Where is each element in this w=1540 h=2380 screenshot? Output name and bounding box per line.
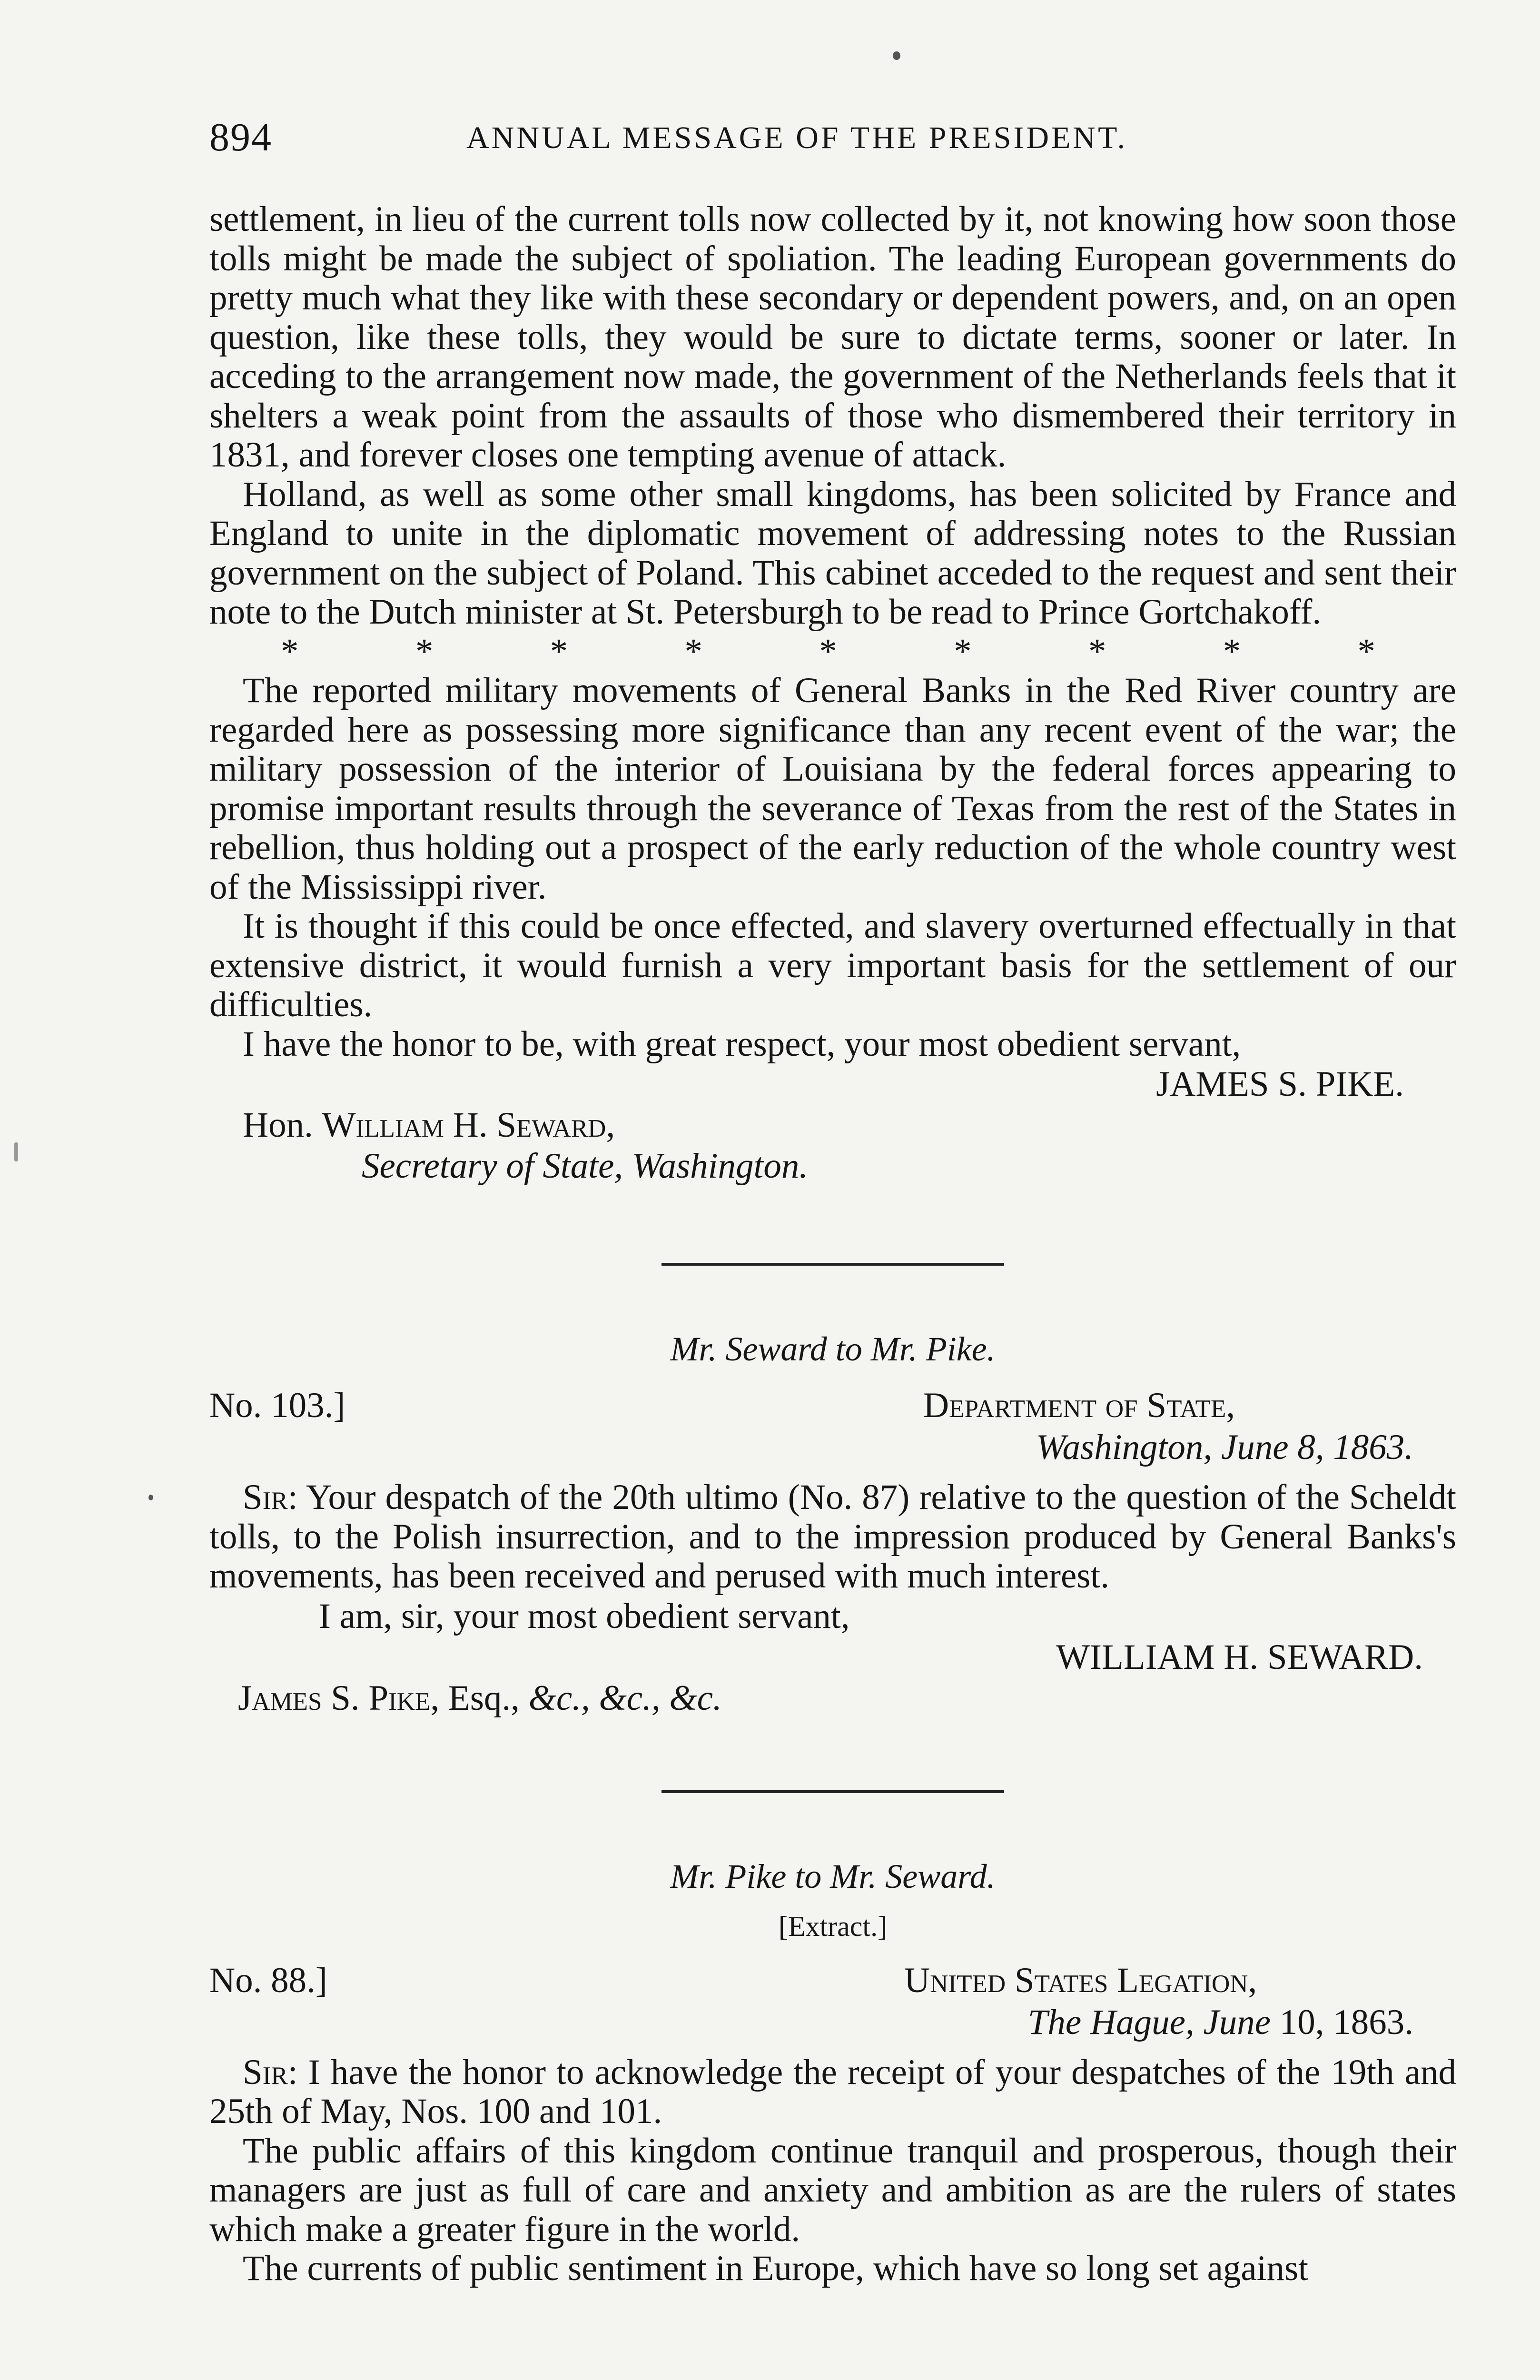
- dateline-place: The Hague,: [1027, 2002, 1194, 2042]
- star: *: [281, 631, 299, 671]
- closing-line: I have the honor to be, with great respect, your most obedient servant,: [243, 1024, 1241, 1064]
- paragraph: [209, 1478, 1456, 1596]
- addressee-title: Secretary of State, Washington.: [362, 1146, 809, 1186]
- scan-speck: [14, 1142, 18, 1161]
- star: *: [415, 631, 434, 671]
- section-divider: [661, 1263, 1004, 1266]
- letter-meta: [209, 1960, 1456, 2002]
- signature: JAMES S. PIKE.: [1156, 1064, 1404, 1104]
- sender-office: United States Legation,: [904, 1960, 1257, 2000]
- letter-pike-to-seward: [209, 1855, 1456, 2289]
- page-body: [209, 200, 1456, 2289]
- recipient-etc: &c., &c., &c.: [528, 1678, 722, 1718]
- paragraph: settlement, in lieu of the current tolls now collected by it, not knowing how soon those tolls might be made the subject of spoliation. The leading European governments do pretty much what they like with these secondary or dependent powers, and, on an open question, like these tolls, they would be sure to dictate terms, sooner or later. In acceding to the arrangement now made, the government of the Netherlands feels that it shelters a weak point from the assaults of those who dismembered their territory in 1831, and forever closes one tempting avenue of attack.: [209, 199, 1456, 475]
- extract-label: [Extract.]: [778, 1910, 888, 1942]
- star: *: [954, 631, 972, 671]
- scan-speck: [148, 1495, 153, 1500]
- paragraph: The public affairs of this kingdom continue tranquil and prosperous, though their managers are just as full of care and anxiety and ambition as are the rulers of states which make a greater figure in the world.: [209, 2131, 1456, 2249]
- letter-pike-continued: [209, 200, 1456, 1187]
- dateline-place: Washington,: [1036, 1428, 1213, 1467]
- star: *: [819, 631, 837, 671]
- letter-title: Mr. Seward to Mr. Pike.: [670, 1330, 996, 1368]
- paragraph: The currents of public sentiment in Europe, which have so long set against: [243, 2249, 1309, 2288]
- recipient: [238, 1678, 1456, 1719]
- recipient-esq: Esq.,: [448, 1678, 520, 1718]
- despatch-number: No. 88.]: [209, 1960, 327, 2000]
- paragraph-text: Your despatch of the 20th ultimo (No. 87) relative to the question of the Scheldt tolls, to the Polish insurrection, and to the impression produced by General Banks's movements, has been received and perused with much interest.: [209, 1478, 1456, 1596]
- paragraph: The reported military movements of General Banks in the Red River country are regarded here as possessing more significance than any recent event of the war; the military possession of the interior of Louisiana by the federal forces appearing to promise important results through the severance of Texas from the rest of the States in rebellion, thus holding out a prospect of the early reduction of the whole country west of the Mississippi river.: [209, 671, 1456, 907]
- signature: WILLIAM H. SEWARD.: [1056, 1637, 1423, 1677]
- letter-meta: [209, 1385, 1456, 1427]
- star: *: [684, 631, 702, 671]
- star: *: [1088, 631, 1106, 671]
- dateline-month: June: [1203, 2002, 1271, 2042]
- page-number: 894: [209, 115, 272, 159]
- recipient-name: James S. Pike,: [238, 1678, 440, 1718]
- ellipsis-stars: [281, 632, 1375, 672]
- despatch-number: No. 103.]: [209, 1386, 346, 1425]
- letter-dateline: [209, 2002, 1456, 2043]
- dateline-date: 10, 1863.: [1279, 2002, 1413, 2042]
- addressee: [243, 1105, 1456, 1146]
- salutation: Sir:: [243, 1478, 298, 1517]
- section-divider: [661, 1790, 1004, 1793]
- paragraph: It is thought if this could be once effected, and slavery overturned effectually in that extensive district, it would furnish a very important basis for the settlement of our difficulties.: [209, 906, 1456, 1024]
- running-head: ANNUAL MESSAGE OF THE PRESIDENT.: [466, 120, 1127, 155]
- letter-title: Mr. Pike to Mr. Seward.: [670, 1857, 996, 1895]
- letter-seward-to-pike: [209, 1328, 1456, 1719]
- addressee-name: William H. Seward,: [322, 1105, 615, 1145]
- star: *: [1357, 631, 1375, 671]
- star: *: [1223, 631, 1241, 671]
- addressee-prefix: Hon.: [243, 1105, 313, 1145]
- paragraph-text: I have the honor to acknowledge the receipt of your despatches of the 19th and 25th of May, Nos. 100 and 101.: [209, 2052, 1456, 2131]
- dateline-date: June 8, 1863.: [1221, 1428, 1413, 1467]
- paragraph: Holland, as well as some other small kingdoms, has been solicited by France and England to unite in the diplomatic movement of addressing notes to the Russian government on the subject of Poland. This cabinet acceded to the request and sent their note to the Dutch minister at St. Petersburgh to be read to Prince Gortchakoff.: [209, 474, 1456, 632]
- sender-office: Department of State,: [923, 1386, 1235, 1425]
- scan-speck: [893, 51, 900, 60]
- closing-line: I am, sir, your most obedient servant,: [319, 1596, 850, 1636]
- letter-dateline: [209, 1427, 1456, 1468]
- paragraph: [209, 2053, 1456, 2132]
- page-header: [209, 114, 1456, 167]
- salutation: Sir:: [243, 2052, 298, 2092]
- star: *: [550, 631, 568, 671]
